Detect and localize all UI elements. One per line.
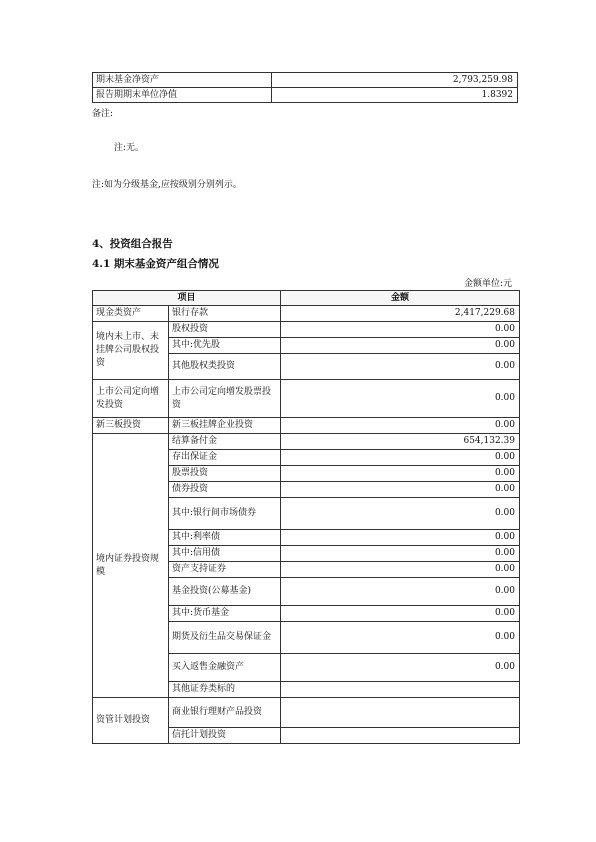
- group-label: 现金类资产: [93, 306, 169, 322]
- row-value: 0.00: [281, 578, 520, 606]
- table-row: [93, 434, 520, 450]
- row-value: 0.00: [281, 354, 520, 380]
- row-label: 其他证券类标的: [169, 682, 281, 698]
- table-row: [93, 88, 518, 103]
- row-value: [281, 728, 520, 744]
- row-value: 0.00: [281, 466, 520, 482]
- group-label: 上市公司定向增发投资: [93, 380, 169, 418]
- row-value: 0.00: [281, 606, 520, 622]
- table-row: [93, 418, 520, 434]
- header-item: 项目: [93, 291, 281, 306]
- row-label: 债券投资: [169, 482, 281, 498]
- row-label: 商业银行理财产品投资: [169, 698, 281, 728]
- note-graded: 注:如为分级基金,应按级别分别列示。: [92, 180, 242, 190]
- cell-label: 期末基金净资产: [93, 73, 272, 88]
- row-label: 新三板挂牌企业投资: [169, 418, 281, 434]
- group-label: 境内未上市、未挂牌公司股权投资: [93, 322, 169, 380]
- row-value: 0.00: [281, 338, 520, 354]
- row-label: 其中:信用债: [169, 546, 281, 562]
- row-value: 0.00: [281, 482, 520, 498]
- cell-label: 报告期期末单位净值: [93, 88, 272, 103]
- row-label: 股权投资: [169, 322, 281, 338]
- row-value: 0.00: [281, 562, 520, 578]
- table-row: [93, 322, 520, 338]
- row-value: 0.00: [281, 380, 520, 418]
- table-row: [93, 306, 520, 322]
- group-label: 新三板投资: [93, 418, 169, 434]
- subsection-heading: 4.1 期末基金资产组合情况: [92, 258, 219, 270]
- row-value: 0.00: [281, 418, 520, 434]
- row-value: [281, 698, 520, 728]
- group-label: 资管计划投资: [93, 698, 169, 744]
- row-label: 其中:优先股: [169, 338, 281, 354]
- remark-label: 备注:: [92, 109, 114, 119]
- row-label: 其他股权类投资: [169, 354, 281, 380]
- table-header-row: [93, 291, 520, 306]
- table-row: [93, 73, 518, 88]
- row-value: 0.00: [281, 530, 520, 546]
- row-value: 0.00: [281, 546, 520, 562]
- row-value: 2,417,229.68: [281, 306, 520, 322]
- row-label: 资产支持证券: [169, 562, 281, 578]
- row-value: 0.00: [281, 450, 520, 466]
- row-label: 银行存款: [169, 306, 281, 322]
- row-value: 0.00: [281, 322, 520, 338]
- row-label: 其中:货币基金: [169, 606, 281, 622]
- row-label: 结算备付金: [169, 434, 281, 450]
- nav-table: [92, 72, 518, 103]
- header-amount: 金额: [281, 291, 520, 306]
- row-label: 期货及衍生品交易保证金: [169, 622, 281, 654]
- row-value: 654,132.39: [281, 434, 520, 450]
- table-row: [93, 380, 520, 418]
- row-label: 其中:银行间市场债券: [169, 498, 281, 530]
- asset-table: [92, 290, 520, 744]
- row-label: 存出保证金: [169, 450, 281, 466]
- row-label: 信托计划投资: [169, 728, 281, 744]
- row-value: 0.00: [281, 622, 520, 654]
- row-value: 0.00: [281, 654, 520, 682]
- row-label: 股票投资: [169, 466, 281, 482]
- unit-label: 金额单位:元: [463, 279, 512, 289]
- group-label: 境内证券投资规模: [93, 434, 169, 698]
- section-heading: 4、投资组合报告: [92, 238, 173, 250]
- cell-value: 2,793,259.98: [272, 73, 518, 88]
- row-label: 其中:利率债: [169, 530, 281, 546]
- cell-value: 1.8392: [272, 88, 518, 103]
- row-value: 0.00: [281, 498, 520, 530]
- row-label: 基金投资(公募基金): [169, 578, 281, 606]
- table-row: [93, 698, 520, 728]
- row-value: [281, 682, 520, 698]
- row-label: 上市公司定向增发股票投资: [169, 380, 281, 418]
- note-none: 注:无。: [114, 143, 145, 153]
- row-label: 买入返售金融资产: [169, 654, 281, 682]
